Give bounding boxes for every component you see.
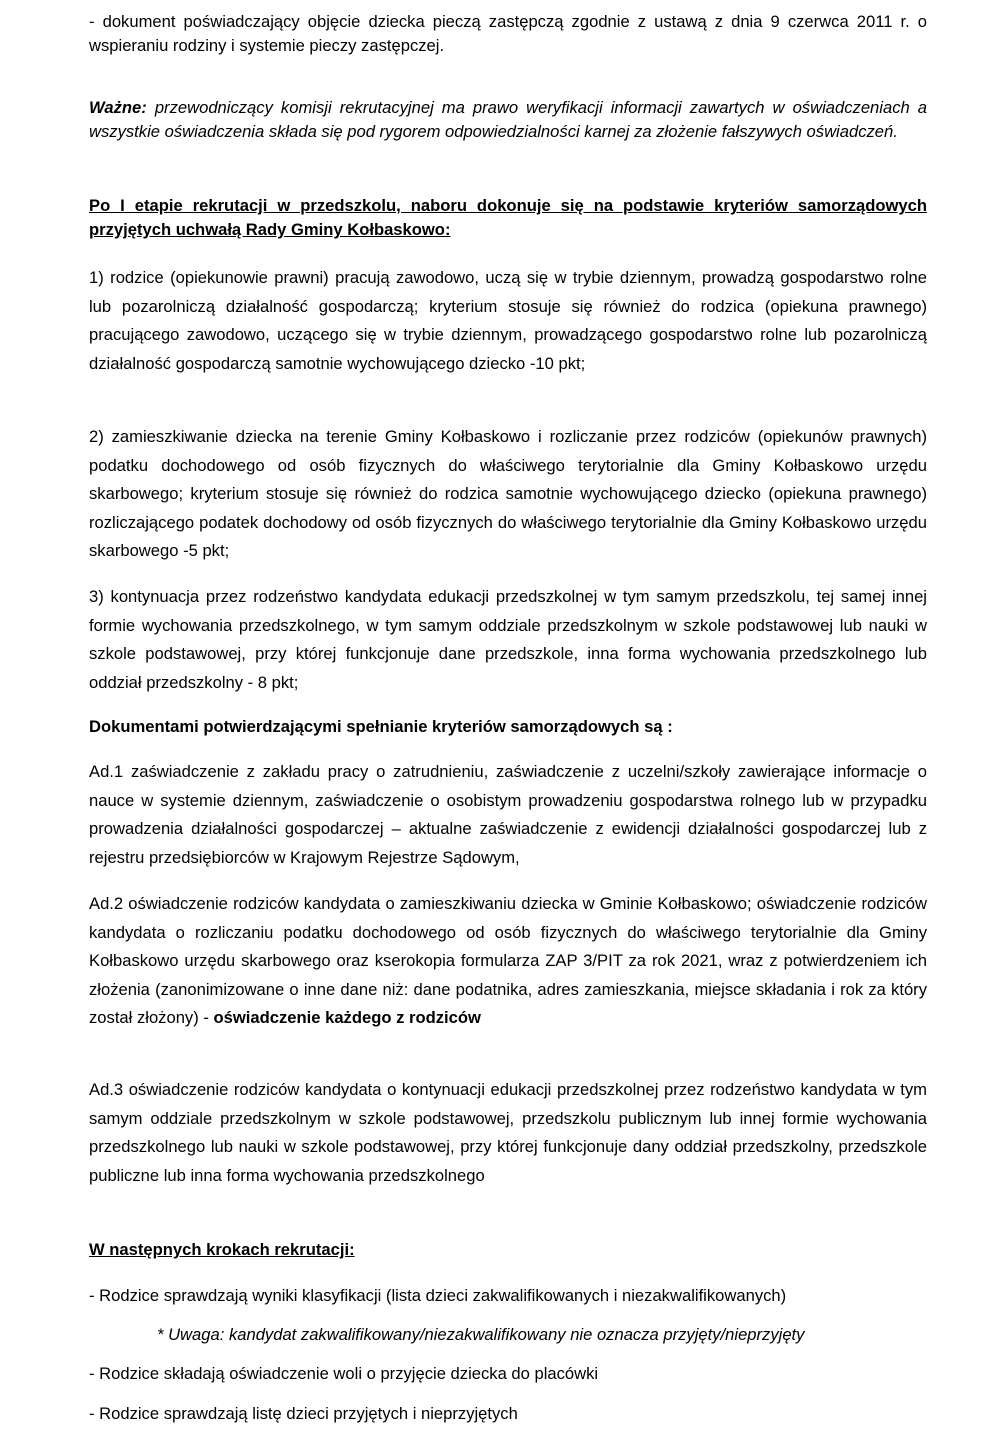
stage-heading: Po I etapie rekrutacji w przedszkolu, naboru dokonuje się na podstawie kryteriów samorządowych przyjętych uchwałą Rady Gminy Kołbaskowo: bbox=[89, 196, 927, 239]
criterion-3: 3) kontynuacja przez rodzeństwo kandydata edukacji przedszkolnej w tym samym przedszkolu, tej samej innej formie wychowania przedszkolnego, w tym samym oddziale przedszkolnym w szkole podstawowej lub nauki w szkole podstawowej, przy której funkcjonuje dane przedszkole, inna forma wychowania przedszkolnego lub oddział przedszkolny - 8 pkt; bbox=[89, 587, 927, 692]
ad1-paragraph: Ad.1 zaświadczenie z zakładu pracy o zatrudnieniu, zaświadczenie z uczelni/szkoły zawierające informacje o nauce w systemie dziennym, zaświadczenie o osobistym prowadzeniu gospodarstwa rolnego lub w przypadku prowadzenia działalności gospodarczej – aktualne zaświadczenie z ewidencji działalności gospodarczej lub z rejestru przedsiębiorców w Krajowym Rejestrze Sądowym, bbox=[89, 762, 927, 867]
documents-heading: Dokumentami potwierdzającymi spełnianie kryteriów samorządowych są : bbox=[89, 717, 673, 736]
ad2-paragraph bbox=[89, 890, 927, 1033]
criterion-2: 2) zamieszkiwanie dziecka na terenie Gminy Kołbaskowo i rozliczanie przez rodziców (opiekunów prawnych) podatku dochodowego od osób fizycznych do właściwego terytorialnie dla Gminy Kołbaskowo urzędu skarbowego; kryterium stosuje się również do rodzica samotnie wychowującego dziecko (opiekuna prawnego) rozliczającego podatek dochodowy od osób fizycznych do właściwego terytorialnie dla Gminy Kołbaskowo urzędu skarbowego -5 pkt; bbox=[89, 427, 927, 561]
important-label: Ważne: bbox=[89, 98, 147, 117]
qualification-note: * Uwaga: kandydat zakwalifikowany/niezakwalifikowany nie oznacza przyjęty/nieprzyjęty bbox=[157, 1325, 805, 1344]
ad3-paragraph: Ad.3 oświadczenie rodziców kandydata o kontynuacji edukacji przedszkolnej przez rodzeństwo kandydata w tym samym oddziale przedszkolnym w szkole podstawowej, przedszkolu publicznym lub innej formie wychowania przedszkolnego lub nauki w szkole podstawowej, przy której funkcjonuje dany oddział przedszkolny, przedszkole publiczne lub inna forma wychowania przedszkolnego bbox=[89, 1080, 927, 1185]
next-step-1: - Rodzice sprawdzają wyniki klasyfikacji (lista dzieci zakwalifikowanych i niezakwalifikowanych) bbox=[89, 1286, 787, 1305]
next-step-2: - Rodzice składają oświadczenie woli o przyjęcie dziecka do placówki bbox=[89, 1364, 599, 1383]
ad2-bold-text: oświadczenie każdego z rodziców bbox=[213, 1008, 481, 1028]
criterion-1: 1) rodzice (opiekunowie prawni) pracują zawodowo, uczą się w trybie dziennym, prowadzą gospodarstwo rolne lub pozarolniczą działalność gospodarczą; kryterium stosuje się również do rodzica (opiekuna prawnego) pracującego zawodowo, uczącego się w trybie dziennym, prowadzącego gospodarstwo rolne lub pozarolniczą działalność gospodarczą samotnie wychowującego dziecko -10 pkt; bbox=[89, 268, 927, 373]
ad2-text: Ad.2 oświadczenie rodziców kandydata o zamieszkiwaniu dziecka w Gminie Kołbaskowo; oświadczenie rodziców kandydata o rozliczaniu podatku dochodowego od osób fizycznych do właściwego terytorialnie dla Gminy Kołbaskowo urzędu skarbowego oraz kserokopia formularza ZAP 3/PIT za rok 2021, wraz z potwierdzeniem ich złożenia (zanonimizowane o inne dane niż: dane podatnika, adres zamieszkania, miejsce składania i rok za który został złożony) - bbox=[89, 894, 927, 1028]
next-step-3: - Rodzice sprawdzają listę dzieci przyjętych i nieprzyjętych bbox=[89, 1404, 518, 1423]
important-note-paragraph bbox=[89, 96, 927, 144]
next-steps-heading: W następnych krokach rekrutacji: bbox=[89, 1240, 355, 1259]
important-note-text: przewodniczący komisji rekrutacyjnej ma prawo weryfikacji informacji zawartych w oświadczeniach a wszystkie oświadczenia składa się pod rygorem odpowiedzialności karnej za złożenie fałszywych oświadczeń. bbox=[89, 98, 927, 141]
foster-care-document-paragraph: - dokument poświadczający objęcie dziecka pieczą zastępczą zgodnie z ustawą z dnia 9 czerwca 2011 r. o wspieraniu rodziny i systemie pieczy zastępczej. bbox=[89, 12, 927, 55]
